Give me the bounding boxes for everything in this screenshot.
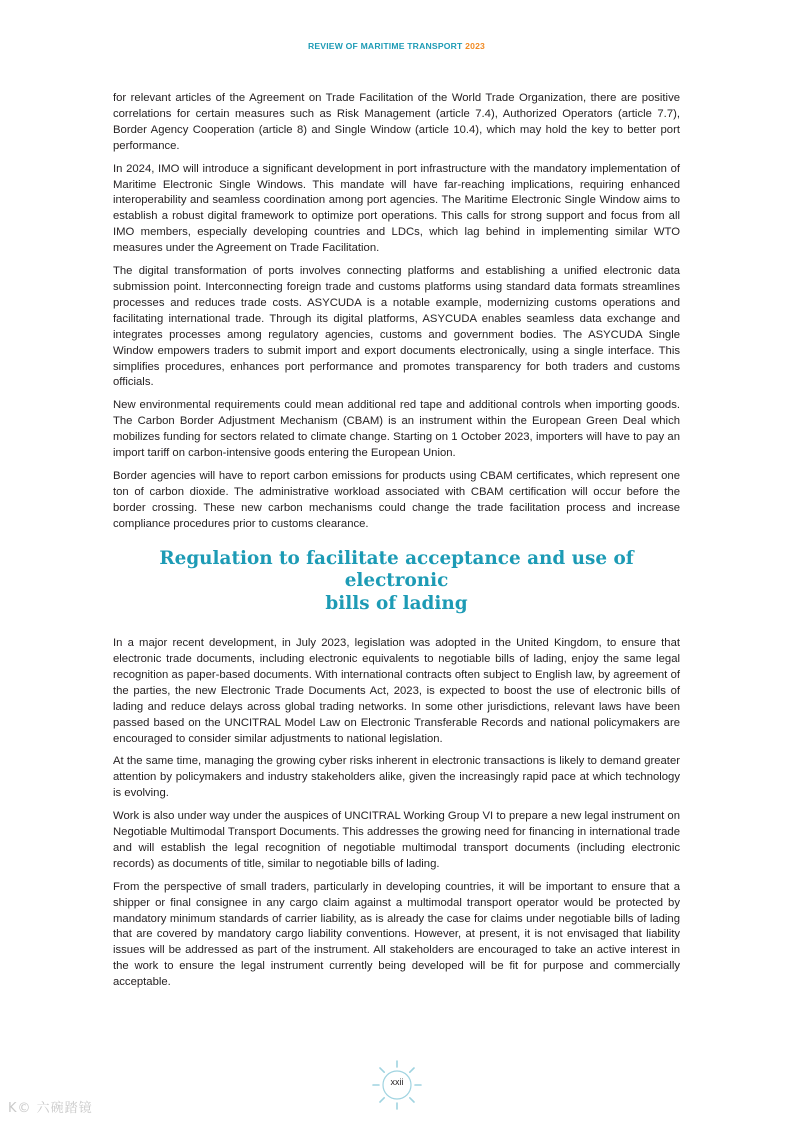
paragraph-wto-agreement: for relevant articles of the Agreement on Trade Facilitation of the World Trade Organization, there are positive correlations for certain measures such as Risk Management (article 7.4), Authorized Operators (article 7.7), Border Agency Cooperation (article 8) and Single Window (article 10.4), which may hold the key to better port performance. [113, 92, 680, 152]
section-heading-line-2: bills of lading [325, 592, 468, 614]
running-header-title: REVIEW OF MARITIME TRANSPORT [307, 41, 463, 51]
page-number: xxii [390, 1077, 404, 1087]
paragraph-cyber-risks: At the same time, managing the growing cyber risks inherent in electronic transactions is likely to demand greater attention by policymakers and industry stakeholders alike, given the increasingly rapid pace at which technology is evolving. [113, 755, 680, 800]
watermark: K© 六碗踏镜 [8, 1101, 93, 1116]
paragraph-environmental-requirements: New environmental requirements could mean additional red tape and additional controls when importing goods. The Carbon Border Adjustment Mechanism (CBAM) is an instrument within the European Green Deal which mobilizes funding for sectors related to climate change. Starting on 1 October 2023, importers will have to pay an import tariff on carbon-intensive goods entering the European Union. [113, 399, 680, 460]
paragraph-border-agencies: Border agencies will have to report carbon emissions for products using CBAM certificates, which represent one ton of carbon dioxide. The administrative workload associated with CBAM certification will occur before the border crossing. These new carbon mechanisms could change the trade facilitation process and increase compliance procedures prior to customs clearance. [113, 469, 680, 530]
page-body [113, 91, 680, 998]
paragraph-imo-single-window: In 2024, IMO will introduce a significant development in port infrastructure with the mandatory implementation of Maritime Electronic Single Windows. This mandate will have far-reaching implications, requiring enhanced interoperability and seamless coordination among port agencies. The Maritime Electronic Single Window aims to establish a robust digital framework to optimize port operations. This calls for strong support and focus from all IMO members, especially developing countries and LDCs, which lag behind in implementing similar WTO measures under the Agreement on Trade Facilitation. [113, 162, 680, 255]
paragraph-uncitral-working-group: Work is also under way under the auspices of UNCITRAL Working Group VI to prepare a new legal instrument on Negotiable Multimodal Transport Documents. This addresses the growing need for financing in international trade and will establish the legal recognition of negotiable multimodal transport documents (including electronic records) as documents of title, similar to negotiable bills of lading. [113, 810, 680, 870]
running-header-year: 2023 [465, 41, 486, 51]
paragraph-small-traders: From the perspective of small traders, particularly in developing countries, it will be important to ensure that a shipper or final consignee in any cargo claim against a multimodal transport operator would be protected by mandatory minimum standards of carrier liability, as is already the case for claims under negotiable bills of lading that are covered by mandatory cargo liability conventions. However, at present, it is not envisaged that liability issues will be addressed as part of the instrument. All stakeholders are encouraged to take an active interest in the work to ensure the legal instrument currently being developed will be fit for purpose and commercially acceptable. [113, 880, 680, 989]
paragraph-digital-transformation: The digital transformation of ports involves connecting platforms and establishing a unified electronic data submission point. Interconnecting foreign trade and customs platforms using standard data formats streamlines processes and reduces trade costs. ASYCUDA is a notable example, modernizing customs operations and facilitating international trade. Through its digital platforms, ASYCUDA enables seamless data exchange and integrates processes among regulatory agencies, customs and government bodies. The ASYCUDA Single Window empowers traders to submit import and export documents electronically, using a single interface. This simplifies procedures, enhances port performance and promotes transparency for both traders and customs officials. [113, 265, 680, 389]
running-header [0, 41, 793, 51]
section-heading-line-1: Regulation to facilitate acceptance and use of electronic [159, 547, 634, 592]
page-number-badge [370, 1058, 424, 1112]
paragraph-uk-legislation: In a major recent development, in July 2023, legislation was adopted in the United Kingdom, to ensure that electronic trade documents, including electronic equivalents to negotiable bills of lading, enjoy the same legal recognition as paper-based documents. With international contracts often subject to English law, by agreement of the parties, the new Electronic Trade Documents Act, 2023, is expected to boost the use of electronic bills of lading and reduce delays across global trading networks. In some other jurisdictions, relevant laws have been passed based on the UNCITRAL Model Law on Electronic Transferable Records and national policymakers are encouraged to consider similar adjustments to national legislation. [113, 637, 680, 745]
section-heading [113, 548, 680, 616]
